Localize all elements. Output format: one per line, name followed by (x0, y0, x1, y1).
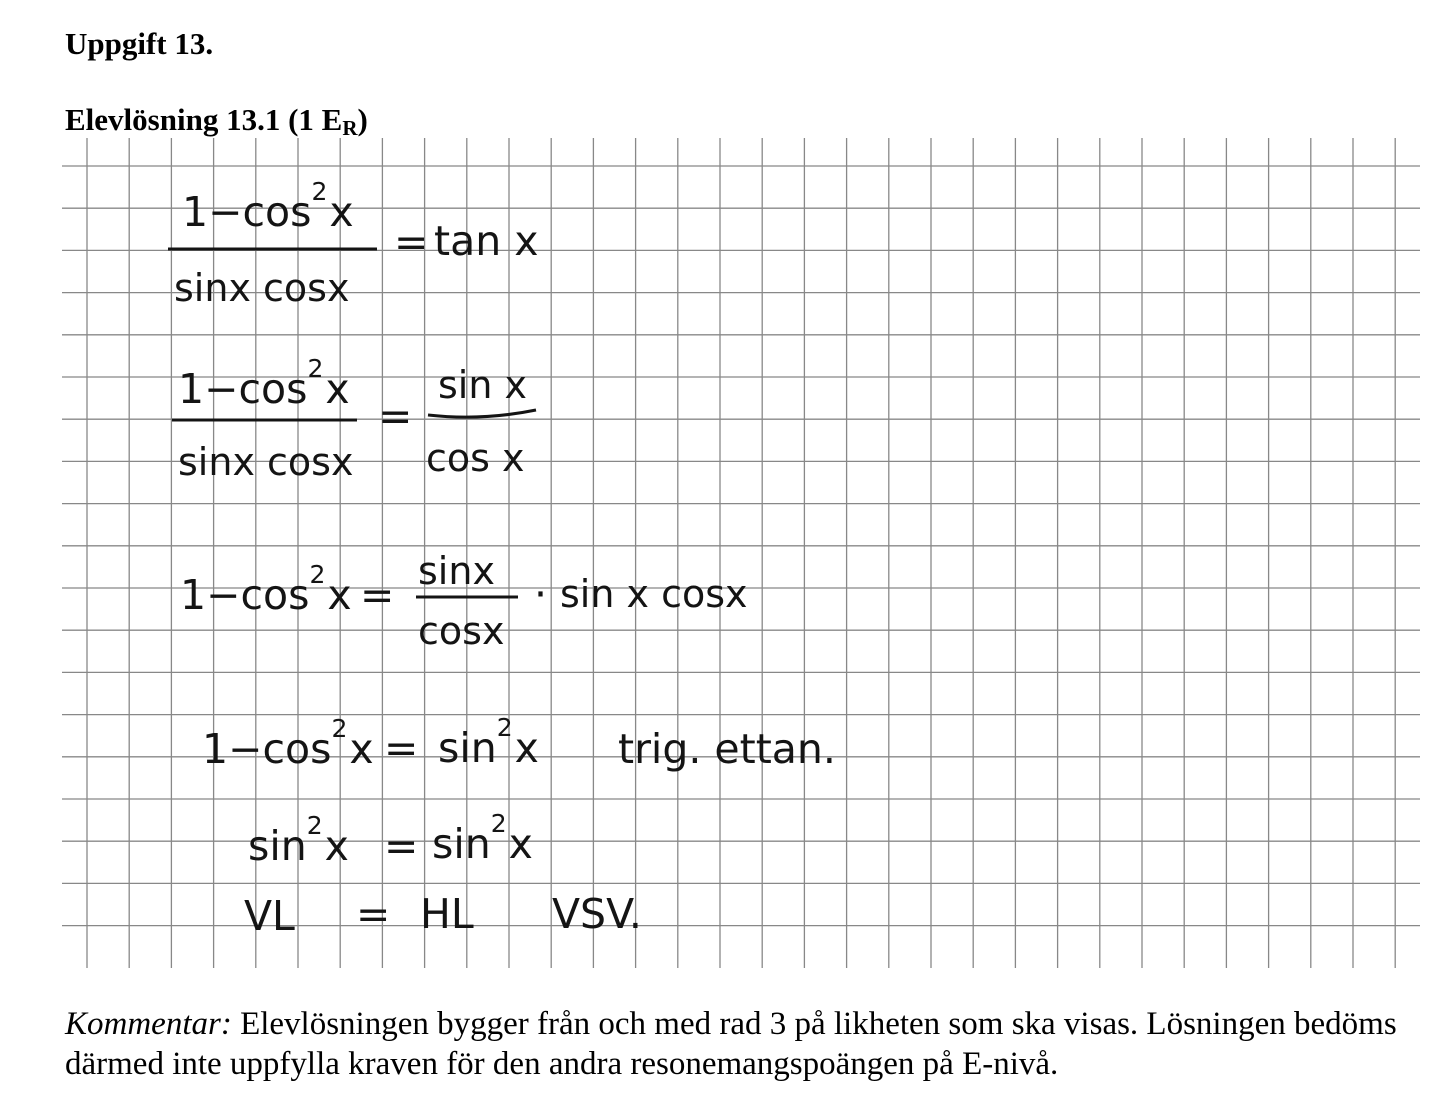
row1-numerator: $1-\cos^2x$ (182, 177, 354, 236)
row6-rhs: HL (420, 890, 474, 938)
row3-tail: sin x cosx (560, 572, 748, 616)
comment-label: Kommentar: (65, 1006, 232, 1042)
comment-text: Elevlösningen bygger från och med rad 3 på likheten som ska visas. Lösningen bedöms därmed inte uppfylla kraven för den andra resonemangspoängen på E-nivå. (65, 1006, 1397, 1082)
row5-rhs: $\sin^2x$ (432, 809, 533, 868)
row3-fraction-denominator: cosx (418, 609, 505, 653)
solution-title-subscript: R (342, 116, 358, 140)
row4-lhs: $1-\cos^2x$ (202, 714, 374, 773)
row3-equals: = (360, 571, 395, 619)
row6-equals: = (356, 890, 391, 938)
row5-equals: = (384, 822, 419, 870)
solution-title-prefix: Elevlösning 13.1 (1 E (65, 102, 343, 137)
grading-comment (65, 1004, 1425, 1084)
row2-rhs-fraction-bar (428, 410, 536, 417)
row2-rhs-denominator: cos x (426, 436, 525, 480)
row2-numerator: $1-\cos^2x$ (178, 354, 350, 413)
solution-title (65, 102, 368, 140)
solution-row-6 (244, 890, 642, 940)
row3-lhs: $1-\cos^2x$ (180, 560, 352, 619)
row3-dot: · (534, 570, 548, 618)
solution-title-suffix: ) (357, 102, 368, 137)
row4-rhs: $\sin^2x$ (438, 713, 539, 772)
row6-lhs: VL (244, 892, 295, 940)
solution-row-4 (202, 713, 836, 773)
row4-note: trig. ettan. (618, 725, 836, 773)
row1-denominator: sinx cosx (174, 266, 350, 310)
row4-equals: = (384, 724, 419, 772)
solution-row-5 (248, 809, 533, 870)
task-title: Uppgift 13. (65, 26, 214, 61)
row2-equals: = (378, 392, 413, 440)
row2-rhs-numerator: sin x (438, 363, 528, 407)
solution-row-3 (180, 549, 748, 653)
row5-lhs: $\sin^2x$ (248, 811, 349, 870)
row2-denominator: sinx cosx (178, 440, 354, 484)
solution-row-1 (168, 177, 538, 310)
row3-fraction-numerator: sinx (418, 549, 495, 593)
row1-rhs: tan x (434, 217, 539, 265)
handwritten-solution-sheet (62, 138, 1424, 968)
row1-equals: = (394, 218, 429, 266)
row6-note: VSV. (552, 890, 642, 938)
